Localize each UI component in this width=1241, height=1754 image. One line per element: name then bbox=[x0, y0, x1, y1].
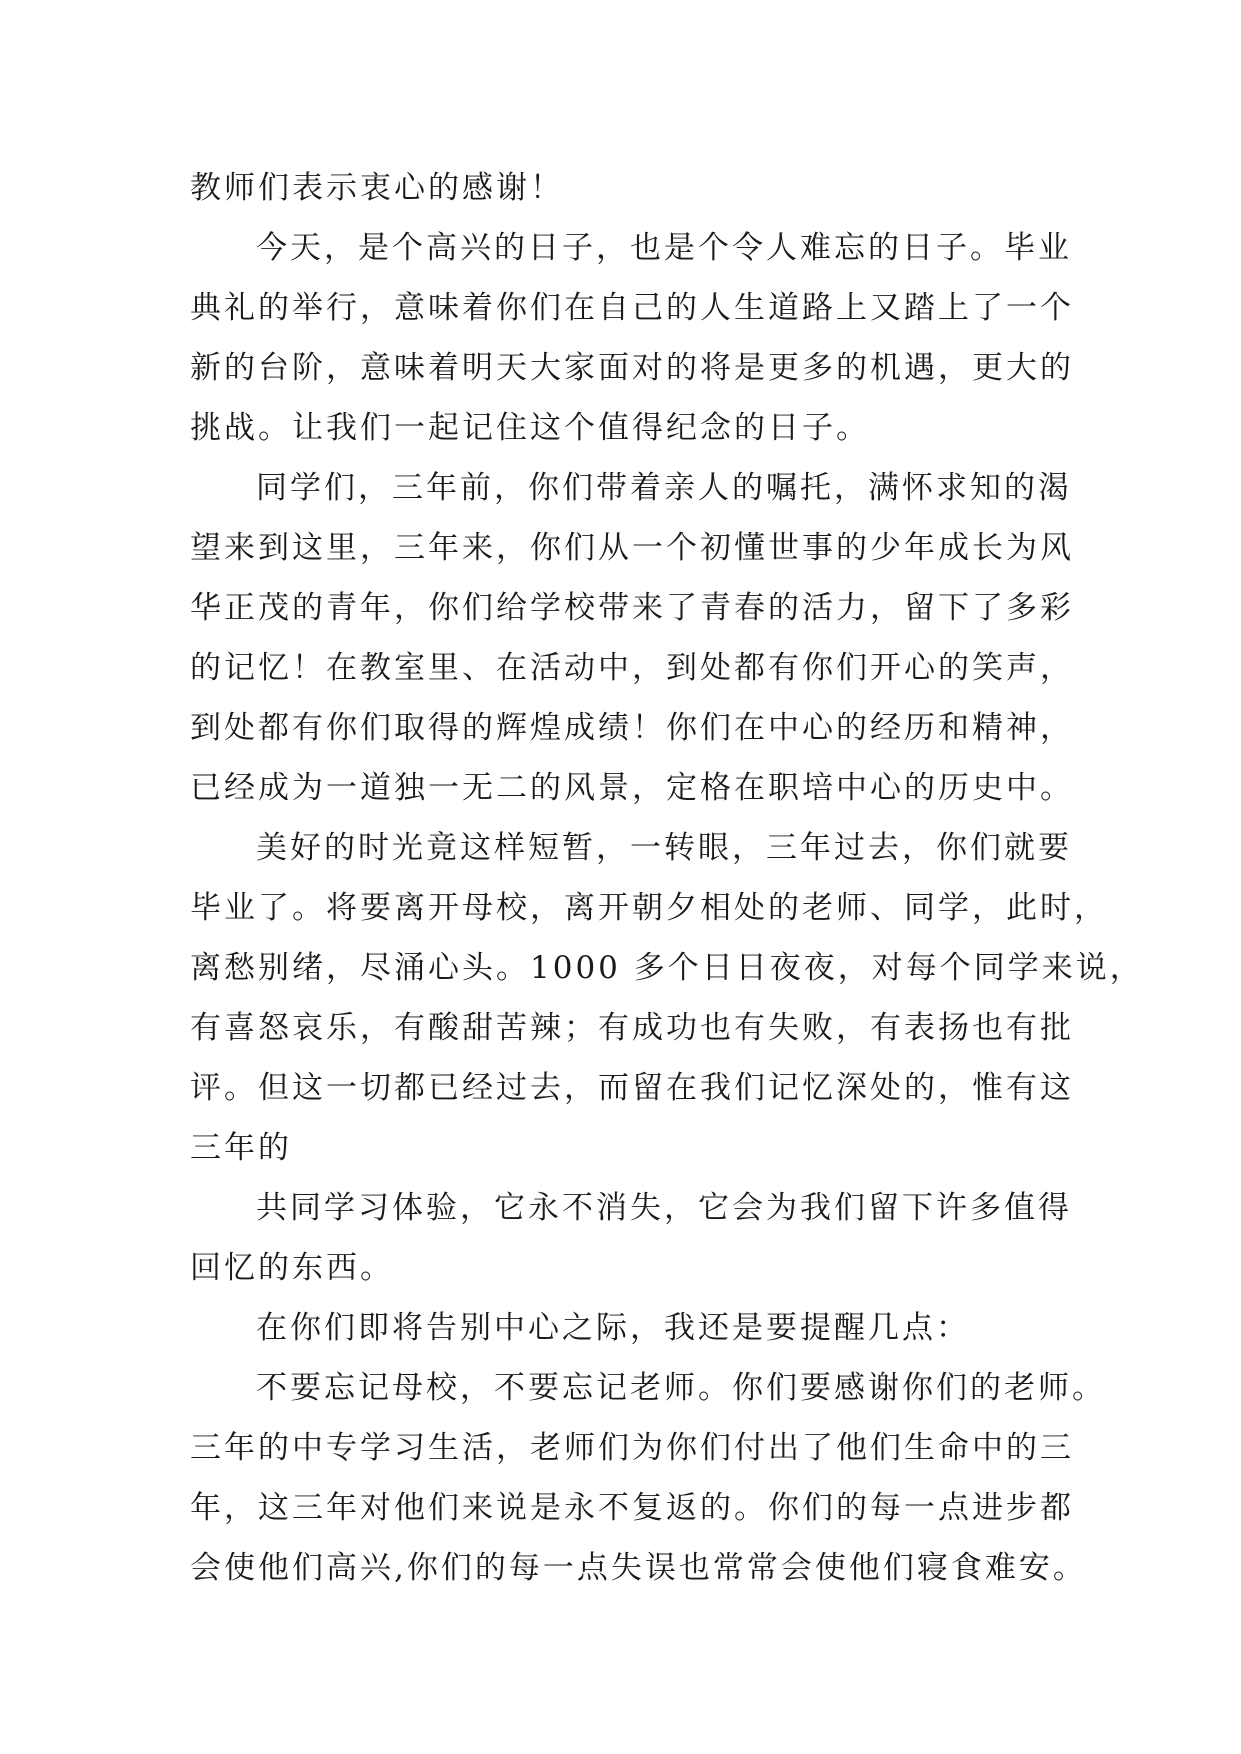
text-line: 典礼的举行，意味着你们在自己的人生道路上又踏上了一个 bbox=[190, 290, 1074, 326]
text-line: 今天，是个高兴的日子，也是个令人难忘的日子。毕业 bbox=[256, 230, 1072, 266]
paragraph-4 bbox=[190, 818, 1144, 1178]
paragraph-3 bbox=[190, 458, 1074, 818]
document-body bbox=[190, 158, 1144, 1598]
text-line: 同学们，三年前，你们带着亲人的嘱托，满怀求知的渴 bbox=[256, 470, 1072, 506]
text-line: 到处都有你们取得的辉煌成绩！你们在中心的经历和精神， bbox=[190, 710, 1074, 746]
text-line: 华正茂的青年，你们给学校带来了青春的活力，留下了多彩 bbox=[190, 590, 1074, 626]
text-line: 评。但这一切都已经过去，而留在我们记忆深处的，惟有这 bbox=[190, 1070, 1074, 1106]
text-line: 新的台阶，意味着明天大家面对的将是更多的机遇，更大的 bbox=[190, 350, 1074, 386]
text-line: 望来到这里，三年来，你们从一个初懂世事的少年成长为风 bbox=[190, 530, 1074, 566]
text-line: 的记忆！在教室里、在活动中，到处都有你们开心的笑声， bbox=[190, 650, 1074, 686]
text-line: 不要忘记母校，不要忘记老师。你们要感谢你们的老师。 bbox=[256, 1370, 1106, 1406]
text-line: 三年的 bbox=[190, 1130, 292, 1166]
text-line: 教师们表示衷心的感谢！ bbox=[190, 170, 564, 206]
text-line: 美好的时光竟这样短暂，一转眼，三年过去，你们就要 bbox=[256, 830, 1072, 866]
text-line: 离愁别绪，尽涌心头。1000 多个日日夜夜，对每个同学来说， bbox=[190, 950, 1144, 986]
text-line: 在你们即将告别中心之际，我还是要提醒几点： bbox=[256, 1310, 970, 1346]
text-line: 毕业了。将要离开母校，离开朝夕相处的老师、同学，此时， bbox=[190, 890, 1108, 926]
text-line: 已经成为一道独一无二的风景，定格在职培中心的历史中。 bbox=[190, 770, 1074, 806]
text-line: 回忆的东西。 bbox=[190, 1250, 394, 1286]
paragraph-7 bbox=[190, 1358, 1106, 1598]
text-line: 年，这三年对他们来说是永不复返的。你们的每一点进步都 bbox=[190, 1490, 1074, 1526]
text-line: 三年的中专学习生活，老师们为你们付出了他们生命中的三 bbox=[190, 1430, 1074, 1466]
text-line: 会使他们高兴,你们的每一点失误也常常会使他们寝食难安。 bbox=[190, 1550, 1087, 1586]
paragraph-6 bbox=[190, 1298, 1070, 1358]
paragraph-1 bbox=[190, 158, 1070, 218]
paragraph-2 bbox=[190, 218, 1074, 458]
text-line: 有喜怒哀乐，有酸甜苦辣；有成功也有失败，有表扬也有批 bbox=[190, 1010, 1074, 1046]
paragraph-5 bbox=[190, 1178, 1070, 1298]
text-line: 挑战。让我们一起记住这个值得纪念的日子。 bbox=[190, 410, 870, 446]
text-line: 共同学习体验，它永不消失，它会为我们留下许多值得 bbox=[256, 1190, 1072, 1226]
